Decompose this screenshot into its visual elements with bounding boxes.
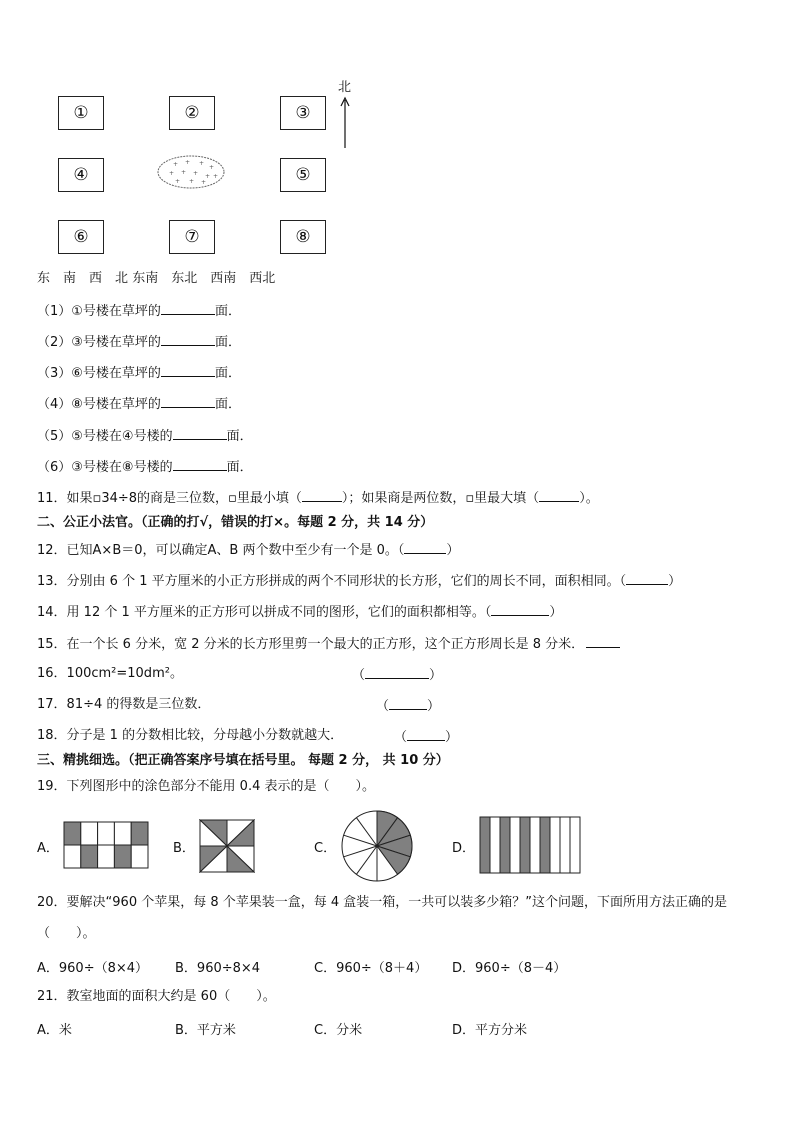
direction-word: 南 bbox=[63, 271, 77, 286]
question-14: 14．用 12 个 1 平方厘米的正方形可以拼成不同的图形，它们的面积都相等。（ ） bbox=[37, 602, 562, 622]
question-20-paren: （ ）。 bbox=[37, 926, 96, 941]
answer-blank[interactable] bbox=[404, 540, 446, 554]
building-7 bbox=[169, 220, 215, 254]
building-1 bbox=[58, 96, 104, 130]
answer-blank[interactable] bbox=[626, 571, 668, 585]
question-11: 11．如果▫34÷8的商是三位数，▫里最小填（ ）；如果商是两位数，▫里最大填（ ）。 bbox=[37, 488, 599, 508]
option-d-label[interactable]: D． bbox=[452, 841, 476, 856]
svg-text:+: + bbox=[199, 160, 205, 167]
direction-word: 东南 bbox=[132, 271, 159, 286]
question-19: 19．下列图形中的涂色部分不能用 0.4 表示的是（ ）。 bbox=[37, 779, 375, 794]
answer-blank[interactable] bbox=[389, 696, 427, 710]
direction-word: 西北 bbox=[249, 271, 276, 286]
figure-d-bars bbox=[479, 816, 581, 874]
building-label: ⑥ bbox=[73, 227, 89, 247]
question-18-answer: （ ） bbox=[394, 727, 458, 747]
building-label: ⑦ bbox=[184, 227, 200, 247]
q10-sub-4: （4）⑧号楼在草坪的 面． bbox=[37, 394, 241, 414]
north-label: 北 bbox=[338, 80, 352, 95]
svg-text:+: + bbox=[213, 173, 219, 180]
figure-a-grid bbox=[63, 821, 149, 869]
question-17-answer: （ ） bbox=[376, 696, 440, 716]
svg-text:+: + bbox=[189, 178, 195, 185]
question-18: 18．分子是 1 的分数相比较，分母越小分数就越大． bbox=[37, 728, 344, 743]
question-13: 13．分别由 6 个 1 平方厘米的小正方形拼成的两个不同形状的长方形，它们的周长不同，面积相同。（ ） bbox=[37, 571, 681, 591]
answer-blank[interactable] bbox=[161, 394, 215, 408]
option-c-label[interactable]: C． bbox=[314, 841, 337, 856]
question-21: 21．教室地面的面积大约是 60（ ）。 bbox=[37, 989, 276, 1004]
answer-blank[interactable] bbox=[161, 332, 215, 346]
q21-option-a[interactable]: A．米 bbox=[37, 1023, 72, 1038]
q21-option-c[interactable]: C．分米 bbox=[314, 1023, 363, 1038]
building-6 bbox=[58, 220, 104, 254]
figure-b-square bbox=[199, 819, 255, 873]
answer-blank[interactable] bbox=[407, 727, 445, 741]
answer-blank[interactable] bbox=[491, 602, 549, 616]
svg-text:+: + bbox=[169, 170, 175, 177]
building-label: ⑤ bbox=[295, 165, 311, 185]
svg-text:+: + bbox=[209, 164, 215, 171]
answer-blank[interactable] bbox=[365, 665, 429, 679]
q10-sub-2: （2）③号楼在草坪的 面． bbox=[37, 332, 241, 352]
svg-text:+: + bbox=[193, 170, 199, 177]
svg-text:+: + bbox=[175, 178, 181, 185]
q10-sub-6: （6）③号楼在⑧号楼的 面． bbox=[37, 457, 253, 477]
building-4 bbox=[58, 158, 104, 192]
q10-sub-3: （3）⑥号楼在草坪的 面． bbox=[37, 363, 241, 383]
building-8 bbox=[280, 220, 326, 254]
svg-text:+: + bbox=[173, 161, 179, 168]
answer-blank[interactable] bbox=[173, 457, 227, 471]
q20-option-d[interactable]: D．960÷（8－4） bbox=[452, 961, 567, 976]
q10-sub-1: （1）①号楼在草坪的 面． bbox=[37, 301, 241, 321]
question-17: 17．81÷4 的得数是三位数． bbox=[37, 697, 211, 712]
answer-blank[interactable] bbox=[161, 301, 215, 315]
direction-list bbox=[37, 270, 275, 288]
direction-word: 东 bbox=[37, 271, 51, 286]
direction-word: 东北 bbox=[171, 271, 198, 286]
lawn-ellipse bbox=[155, 150, 230, 195]
building-5 bbox=[280, 158, 326, 192]
option-a-label[interactable]: A． bbox=[37, 841, 59, 856]
svg-text:+: + bbox=[181, 169, 187, 176]
direction-word: 西 bbox=[89, 271, 103, 286]
building-label: ③ bbox=[295, 103, 311, 123]
building-label: ② bbox=[184, 103, 200, 123]
answer-blank[interactable] bbox=[586, 634, 620, 648]
question-15: 15．在一个长 6 分米，宽 2 分米的长方形里剪一个最大的正方形，这个正方形周长是 8 分米． bbox=[37, 634, 620, 654]
north-arrow-icon bbox=[338, 96, 352, 150]
svg-text:+: + bbox=[185, 159, 191, 166]
building-3 bbox=[280, 96, 326, 130]
question-16: 16．100cm²=10dm²。 bbox=[37, 666, 183, 681]
section-3-heading: 三、精挑细选。（把正确答案序号填在括号里。 每题 2 分， 共 10 分） bbox=[37, 753, 449, 768]
q21-option-b[interactable]: B．平方米 bbox=[175, 1023, 236, 1038]
question-20: 20．要解决“960 个苹果，每 8 个苹果装一盒，每 4 盒装一箱，一共可以装多少箱？”这个问题，下面所用方法正确的是 bbox=[37, 895, 728, 910]
answer-blank[interactable] bbox=[539, 488, 579, 502]
figure-c-circle bbox=[340, 809, 414, 883]
svg-text:+: + bbox=[201, 179, 207, 186]
q20-option-b[interactable]: B．960÷8×4 bbox=[175, 961, 261, 976]
direction-word: 北 bbox=[115, 271, 129, 286]
q20-option-c[interactable]: C．960÷（8＋4） bbox=[314, 961, 428, 976]
answer-blank[interactable] bbox=[173, 426, 227, 440]
building-label: ④ bbox=[73, 165, 89, 185]
q10-sub-5: （5）⑤号楼在④号楼的 面． bbox=[37, 426, 253, 446]
svg-text:+: + bbox=[205, 173, 211, 180]
question-16-answer: （ ） bbox=[352, 665, 442, 685]
q21-option-d[interactable]: D．平方分米 bbox=[452, 1023, 528, 1038]
direction-word: 西南 bbox=[210, 271, 237, 286]
building-label: ⑧ bbox=[295, 227, 311, 247]
answer-blank[interactable] bbox=[302, 488, 342, 502]
option-b-label[interactable]: B． bbox=[173, 841, 195, 856]
question-12: 12．已知A×B＝0，可以确定A、B 两个数中至少有一个是 0。（ ） bbox=[37, 540, 459, 560]
section-2-heading: 二、公正小法官。（正确的打√，错误的打×。每题 2 分，共 14 分） bbox=[37, 515, 434, 530]
q20-option-a[interactable]: A．960÷（8×4） bbox=[37, 961, 149, 976]
building-label: ① bbox=[73, 103, 89, 123]
building-2 bbox=[169, 96, 215, 130]
answer-blank[interactable] bbox=[161, 363, 215, 377]
